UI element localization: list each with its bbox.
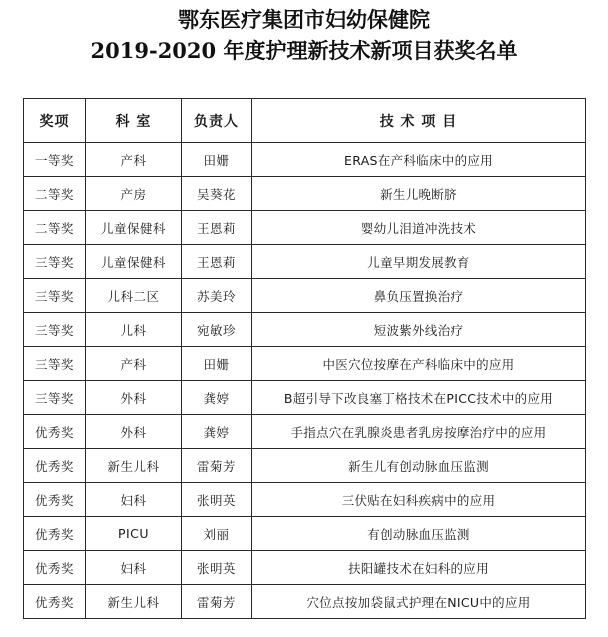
project-cell: 新生儿晚断脐	[252, 177, 586, 211]
table-row	[24, 347, 586, 381]
award-cell: 优秀奖	[24, 483, 86, 517]
owner-cell: 雷菊芳	[182, 449, 252, 483]
table-row	[24, 415, 586, 449]
table-row	[24, 483, 586, 517]
department-cell: 妇科	[86, 483, 182, 517]
award-cell: 三等奖	[24, 245, 86, 279]
table-row	[24, 381, 586, 415]
award-table	[23, 98, 586, 619]
award-cell: 优秀奖	[24, 551, 86, 585]
award-cell: 优秀奖	[24, 449, 86, 483]
table-row	[24, 177, 586, 211]
project-cell: 鼻负压置换治疗	[252, 279, 586, 313]
table-row	[24, 211, 586, 245]
owner-cell: 苏美玲	[182, 279, 252, 313]
award-cell: 优秀奖	[24, 415, 86, 449]
owner-cell: 田姗	[182, 143, 252, 177]
column-header-department: 科 室	[86, 99, 182, 143]
owner-cell: 刘丽	[182, 517, 252, 551]
table-row	[24, 313, 586, 347]
department-cell: 外科	[86, 415, 182, 449]
award-cell: 三等奖	[24, 313, 86, 347]
project-cell: 新生儿有创动脉血压监测	[252, 449, 586, 483]
department-cell: 妇科	[86, 551, 182, 585]
project-cell: 穴位点按加袋鼠式护理在NICU中的应用	[252, 585, 586, 619]
department-cell: 新生儿科	[86, 449, 182, 483]
department-cell: 儿童保健科	[86, 245, 182, 279]
table-row	[24, 245, 586, 279]
department-cell: 儿科	[86, 313, 182, 347]
table-row	[24, 517, 586, 551]
department-cell: 儿科二区	[86, 279, 182, 313]
award-cell: 三等奖	[24, 347, 86, 381]
department-cell: 儿童保健科	[86, 211, 182, 245]
owner-cell: 龚婷	[182, 415, 252, 449]
table-header-row	[24, 99, 586, 143]
project-cell: 短波紫外线治疗	[252, 313, 586, 347]
owner-cell: 龚婷	[182, 381, 252, 415]
owner-cell: 张明英	[182, 483, 252, 517]
department-cell: 产科	[86, 143, 182, 177]
project-cell: 婴幼儿泪道冲洗技术	[252, 211, 586, 245]
award-cell: 三等奖	[24, 279, 86, 313]
project-cell: ERAS在产科临床中的应用	[252, 143, 586, 177]
title-line-1: 鄂东医疗集团市妇幼保健院	[178, 7, 430, 32]
table-row	[24, 585, 586, 619]
owner-cell: 王恩莉	[182, 211, 252, 245]
award-cell: 三等奖	[24, 381, 86, 415]
award-cell: 优秀奖	[24, 517, 86, 551]
owner-cell: 雷菊芳	[182, 585, 252, 619]
project-cell: 儿童早期发展教育	[252, 245, 586, 279]
award-cell: 二等奖	[24, 177, 86, 211]
department-cell: 产房	[86, 177, 182, 211]
project-cell: B超引导下改良塞丁格技术在PICC技术中的应用	[252, 381, 586, 415]
owner-cell: 吴葵花	[182, 177, 252, 211]
owner-cell: 宛敏珍	[182, 313, 252, 347]
table-row	[24, 449, 586, 483]
department-cell: 外科	[86, 381, 182, 415]
award-cell: 一等奖	[24, 143, 86, 177]
project-cell: 三伏贴在妇科疾病中的应用	[252, 483, 586, 517]
title-line-2: 2019-2020 年度护理新技术新项目获奖名单	[90, 38, 518, 63]
project-cell: 扶阳罐技术在妇科的应用	[252, 551, 586, 585]
project-cell: 有创动脉血压监测	[252, 517, 586, 551]
table-row	[24, 551, 586, 585]
project-cell: 手指点穴在乳腺炎患者乳房按摩治疗中的应用	[252, 415, 586, 449]
owner-cell: 王恩莉	[182, 245, 252, 279]
project-cell: 中医穴位按摩在产科临床中的应用	[252, 347, 586, 381]
award-cell: 二等奖	[24, 211, 86, 245]
column-header-project: 技 术 项 目	[252, 99, 586, 143]
table-row	[24, 279, 586, 313]
department-cell: 新生儿科	[86, 585, 182, 619]
table-row	[24, 143, 586, 177]
owner-cell: 田姗	[182, 347, 252, 381]
column-header-owner: 负责人	[182, 99, 252, 143]
column-header-award: 奖项	[24, 99, 86, 143]
department-cell: 产科	[86, 347, 182, 381]
award-cell: 优秀奖	[24, 585, 86, 619]
owner-cell: 张明英	[182, 551, 252, 585]
document-title	[0, 4, 608, 66]
department-cell: PICU	[86, 517, 182, 551]
